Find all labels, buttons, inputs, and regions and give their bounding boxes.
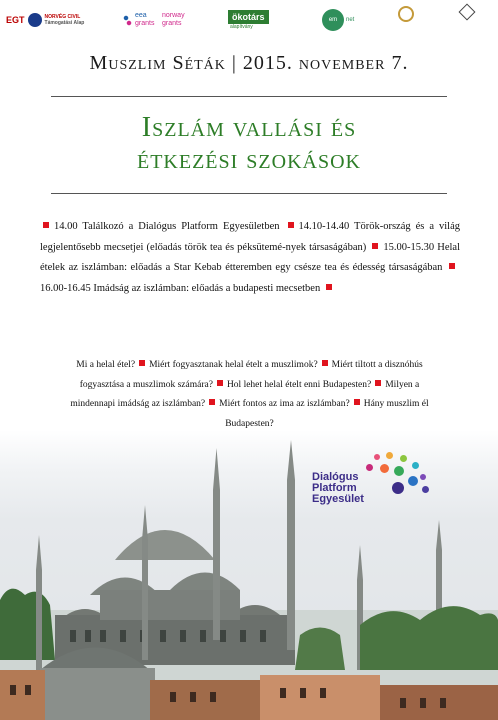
question: Mi a helal étel? (76, 360, 136, 370)
okotars-name: ökotárs (228, 10, 269, 24)
egt-logo (6, 6, 84, 34)
bullet-icon (372, 243, 378, 249)
program-item: 14.00 Találkozó a Dialógus Platform Egyesületben (54, 221, 280, 232)
program-item: 14.10-14.40 Török-ország és a világ legjelentősebb mecsetjei (előadás török tea és péksütemé-nyek társaságában) (40, 221, 460, 253)
event-date-line: Muszlim Séták | 2015. november 7. (89, 52, 409, 74)
question: Miért fontos az ima az iszlámban? (219, 399, 350, 409)
divider-bottom (51, 193, 447, 194)
program-item: 15.00-15.30 Helal ételek az iszlámban: előadás a Star Kebab étteremben egy csésze tea és édesség társaságában (40, 241, 460, 273)
organizer-line-1: Dialógus (312, 471, 359, 483)
bullet-icon (322, 360, 328, 366)
bullet-icon (449, 263, 455, 269)
program-schedule (40, 217, 460, 299)
organizer-line-2: Platform (312, 482, 357, 494)
norway-line2: grants (162, 20, 182, 27)
question: Hány muszlim él Budapesten? (225, 399, 429, 429)
organizer-name (312, 472, 364, 505)
eea-dots-icon (122, 14, 132, 26)
egt-mark-icon (28, 13, 42, 27)
civil-seal-logo (392, 6, 420, 34)
sponsor-logo-bar (0, 0, 498, 40)
bullet-icon (354, 399, 360, 405)
norway-grants-logo (162, 6, 185, 34)
emnet-logo (322, 6, 354, 34)
egt-logo-text: EGT (6, 15, 25, 25)
okotars-logo (228, 6, 269, 34)
program-item: 16.00-16.45 Imádság az iszlámban: előadás a budapesti mecsetben (40, 282, 321, 294)
bullet-icon (217, 380, 223, 386)
diamond-icon (459, 4, 476, 21)
title-line-2: étkezési szokások (137, 144, 361, 175)
bullet-icon (375, 380, 381, 386)
egt-logo-line1: NORVÉG CIVIL (44, 14, 81, 20)
seal-icon (398, 6, 414, 22)
question: Milyen a mindennapi imádság az iszlámban? (70, 379, 420, 409)
bullet-icon (139, 360, 145, 366)
emnet-circle-icon: em (322, 9, 344, 31)
organizer-line-3: Egyesület (312, 493, 364, 505)
divider-top (51, 96, 447, 97)
bullet-icon (326, 284, 332, 290)
question: Hol lehet helal ételt enni Budapesten? (226, 379, 372, 390)
page-title (0, 112, 498, 176)
okotars-sub: alapítvány (230, 24, 253, 30)
emnet-text: net (346, 17, 355, 23)
bullet-icon (209, 399, 215, 405)
eea-line2: grants (135, 20, 155, 27)
question: Miért tiltott a disznóhús fogyasztása a muszlimok számára? (79, 360, 423, 390)
egt-logo-line2: Támogatási Alap (44, 20, 85, 26)
question-list (62, 356, 437, 434)
dot-cluster-icon (362, 452, 432, 502)
norway-line1: norway (162, 12, 185, 19)
foundation-logo (452, 6, 482, 34)
bullet-icon (288, 222, 294, 228)
dialogus-platform-logo (312, 452, 442, 505)
bullet-icon (43, 222, 49, 228)
title-line-1: Iszlám vallási és (141, 112, 357, 143)
eea-line1: eea (135, 12, 147, 19)
eea-grants-logo (122, 6, 154, 34)
question: Miért fogyasztanak helal ételt a muszlimok? (149, 360, 318, 370)
